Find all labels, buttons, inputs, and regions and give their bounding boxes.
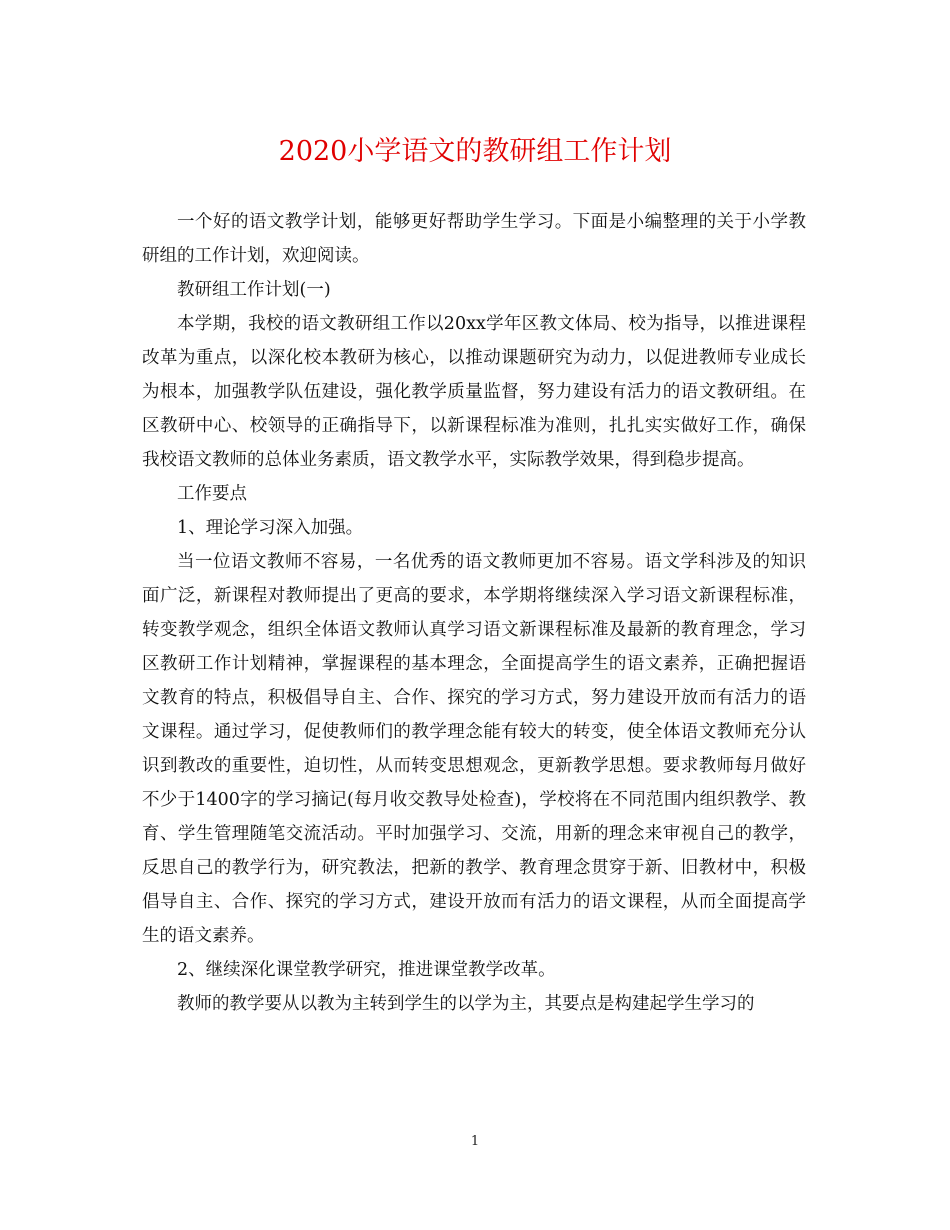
document-title: 2020小学语文的教研组工作计划: [278, 136, 672, 167]
page-number: 1: [470, 1134, 480, 1149]
body-paragraph: 教师的教学要从以教为主转到学生的以学为主，其要点是构建起学生学习的: [177, 994, 755, 1014]
list-item-heading-1: 1、理论学习深入加强。: [177, 518, 364, 538]
body-paragraph: 当一位语文教师不容易，一名优秀的语文教师更加不容易。语文学科涉及的知识面广泛，新课程对教师提出了更高的要求，本学期将继续深入学习语文新课程标准，转变教学观念，组织全体语文教师认真学习语文新课程标准及最新的教育理念，学习区教研工作计划精神，掌握课程的基本理念，全面提高学生的语文素养，正确把握语文教育的特点，积极倡导自主、合作、探究的学习方式，努力建设开放而有活力的语文课程。通过学习，促使教师们的教学理念能有较大的转变，使全体语文教师充分认识到教改的重要性，迫切性，从而转变思想观念，更新教学思想。要求教师每月做好不少于1400字的学习摘记(每月收交教导处检查)，学校将在不同范围内组织教学、教育、学生管理随笔交流活动。平时加强学习、交流，用新的理念来审视自己的教学，反思自己的教学行为，研究教法，把新的教学、教育理念贯穿于新、旧教材中，积极倡导自主、合作、探究的学习方式，建设开放而有活力的语文课程，从而全面提高学生的语文素养。: [142, 552, 806, 946]
list-item-heading-2: 2、继续深化课堂教学研究，推进课堂教学改革。: [177, 960, 556, 980]
intro-paragraph: 一个好的语文教学计划，能够更好帮助学生学习。下面是小编整理的关于小学教研组的工作计划，欢迎阅读。: [142, 212, 806, 266]
section-heading-key-points: 工作要点: [177, 484, 247, 504]
section-heading-plan-one: 教研组工作计划(一): [177, 280, 331, 300]
body-paragraph: 本学期，我校的语文教研组工作以20xx学年区教文体局、校为指导，以推进课程改革为重点，以深化校本教研为核心，以推动课题研究为动力，以促进教师专业成长为根本，加强教学队伍建设，强化教学质量监督，努力建设有活力的语文教研组。在区教研中心、校领导的正确指导下，以新课程标准为准则，扎扎实实做好工作，确保我校语文教师的总体业务素质，语文教学水平，实际教学效果，得到稳步提高。: [142, 314, 806, 470]
document-body: [142, 205, 806, 1021]
